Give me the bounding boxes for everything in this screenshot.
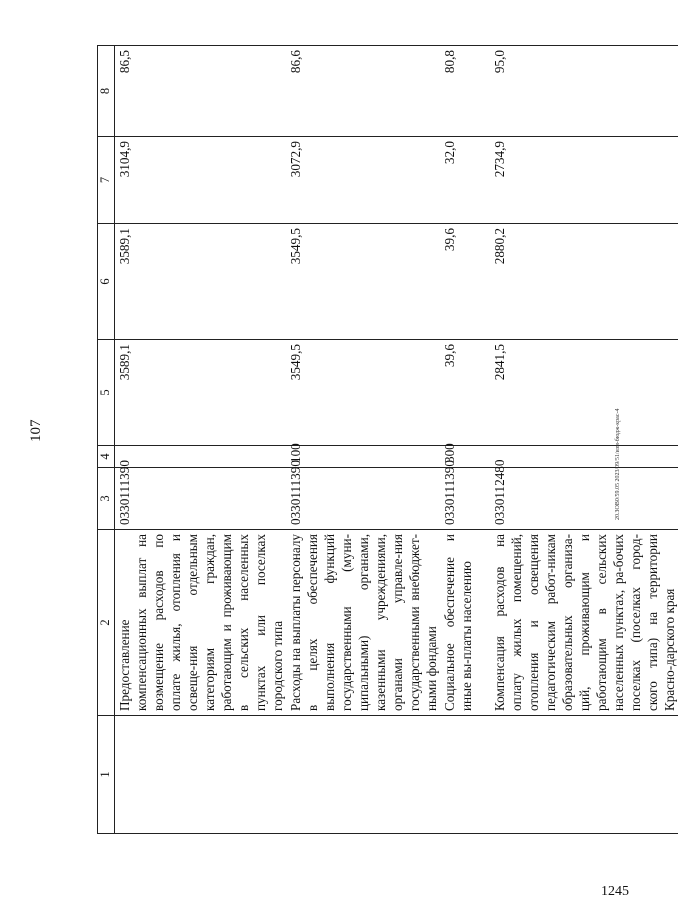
- row-3-col-8: 80,8: [440, 46, 490, 137]
- row-4-col-1: [490, 716, 678, 834]
- table-row: [490, 46, 678, 834]
- row-1-col-8: 86,5: [115, 46, 287, 137]
- row-3-target-code: 0330111390: [440, 468, 490, 530]
- row-3-description: Социальное обеспечение и иные вы-платы населению: [440, 530, 490, 716]
- page-number: 107: [28, 419, 44, 442]
- row-2-col-5: 3549,5: [286, 340, 440, 446]
- row-2-col-6: 3549,5: [286, 224, 440, 340]
- row-1-col-1: [115, 716, 287, 834]
- row-4-expense-type: [490, 446, 678, 468]
- footer-page-number: 1245: [601, 884, 629, 899]
- col-header-1: 1: [98, 716, 115, 834]
- col-header-7: 7: [98, 137, 115, 224]
- column-number-row: [98, 46, 115, 834]
- col-header-6: 6: [98, 224, 115, 340]
- col-header-5: 5: [98, 340, 115, 446]
- row-2-expense-type: 100: [286, 446, 440, 468]
- col-header-8: 8: [98, 46, 115, 137]
- row-4-description: Компенсация расходов на оплату жилых помещений, отопления и освещения педагогическим работ-никам образовательных организа-ций, проживающим и работающим в сельских населенных пунктах, ра-бочих поселках (поселках город-ского типа) на территории Красно-дарского края: [490, 530, 678, 716]
- row-3-col-1: [440, 716, 490, 834]
- row-4-col-5: 2841,5: [490, 340, 678, 446]
- row-1-col-6: 3589,1: [115, 224, 287, 340]
- footer-document-code: 20.ЗОВ0/59.05 2023/09/51/изм-бюдж-крас-4: [615, 408, 621, 520]
- row-3-expense-type: 300: [440, 446, 490, 468]
- row-2-col-8: 86,6: [286, 46, 440, 137]
- table-row: [440, 46, 490, 834]
- row-4-col-7: 2734,9: [490, 137, 678, 224]
- row-1-col-7: 3104,9: [115, 137, 287, 224]
- table-row: [286, 46, 440, 834]
- row-3-col-6: 39,6: [440, 224, 490, 340]
- col-header-4: 4: [98, 446, 115, 468]
- row-4-col-6: 2880,2: [490, 224, 678, 340]
- table-row: [115, 46, 287, 834]
- row-1-target-code: 0330111390: [115, 468, 287, 530]
- row-1-description: Предоставление компенсационных выплат на возмещение расходов по оплате жилья, отопления и освеще-ния отдельным категориям граждан, работающим и проживающим в сельских населенных пунктах или поселках городского типа: [115, 530, 287, 716]
- row-2-target-code: 0330111390: [286, 468, 440, 530]
- row-2-col-1: [286, 716, 440, 834]
- col-header-2: 2: [98, 530, 115, 716]
- budget-table: [97, 45, 678, 834]
- row-2-description: Расходы на выплаты персоналу в целях обеспечения выполнения функций государственными (муни-ципальными) органами, казенными учреждениями, органами управле-ния государственными внебюджет-ными фондами: [286, 530, 440, 716]
- row-1-expense-type: [115, 446, 287, 468]
- row-1-col-5: 3589,1: [115, 340, 287, 446]
- row-4-target-code: 0330112480: [490, 468, 678, 530]
- row-3-col-7: 32,0: [440, 137, 490, 224]
- col-header-3: 3: [98, 468, 115, 530]
- row-3-col-5: 39,6: [440, 340, 490, 446]
- row-2-col-7: 3072,9: [286, 137, 440, 224]
- row-4-col-8: 95,0: [490, 46, 678, 137]
